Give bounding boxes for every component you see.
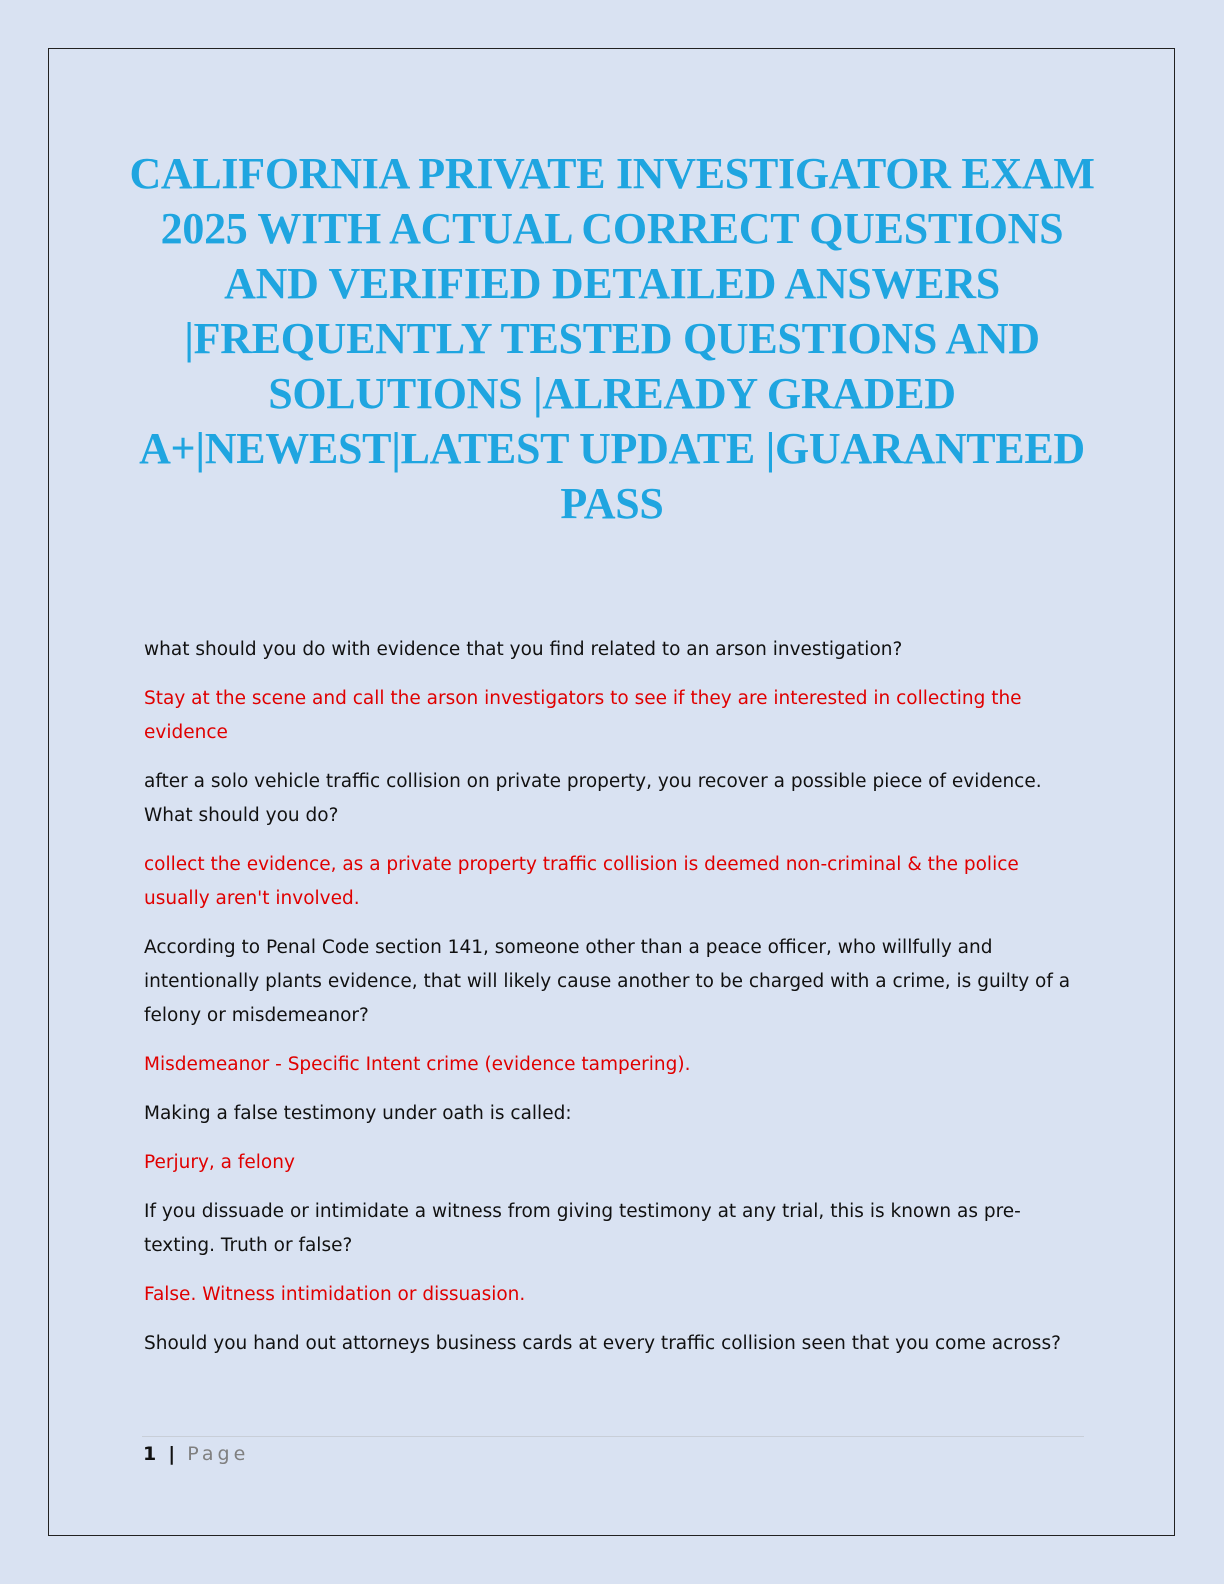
question-text: after a solo vehicle traffic collision on private property, you recover a possible piece of evidence. What should you do? <box>144 771 1042 826</box>
page-number: 1 <box>143 1443 157 1465</box>
question-text: According to Penal Code section 141, someone other than a peace officer, who willfully and intentionally plants evidence, that will likely cause another to be charged with a crime, is guilty of a felony or misdemeanor? <box>144 937 1071 1026</box>
question-text: Should you hand out attorneys business cards at every traffic collision seen that you come across? <box>144 1333 1061 1354</box>
question-text: If you dissuade or intimidate a witness from giving testimony at any trial, this is known as pre-texting. Truth or false? <box>144 1201 1021 1256</box>
footer-divider <box>142 1436 1084 1437</box>
question-text: Making a false testimony under oath is called: <box>144 1103 572 1124</box>
answer-text: Perjury, a felony <box>144 1152 295 1173</box>
answer-text: False. Witness intimidation or dissuasion. <box>144 1284 526 1305</box>
footer-separator: | <box>168 1443 176 1465</box>
document-title: CALIFORNIA PRIVATE INVESTIGATOR EXAM 2025 WITH ACTUAL CORRECT QUESTIONS AND VERIFIED DETAILED ANSWERS |FREQUENTLY TESTED QUESTIONS AND SOLUTIONS |ALREADY GRADED A+|NEWEST|LATEST UPDATE |GUARANTEED PASS <box>129 149 1095 528</box>
answer-text: Misdemeanor - Specific Intent crime (evidence tampering). <box>144 1054 691 1075</box>
answer-text: Stay at the scene and call the arson investigators to see if they are interested in collecting the evidence <box>144 688 1022 743</box>
qa-list <box>144 633 1084 1376</box>
page-label: Page <box>187 1443 250 1465</box>
answer-text: collect the evidence, as a private property traffic collision is deemed non-criminal & the police usually aren't involved. <box>144 854 1019 909</box>
question-text: what should you do with evidence that you find related to an arson investigation? <box>144 639 903 660</box>
page-footer <box>143 1440 249 1468</box>
